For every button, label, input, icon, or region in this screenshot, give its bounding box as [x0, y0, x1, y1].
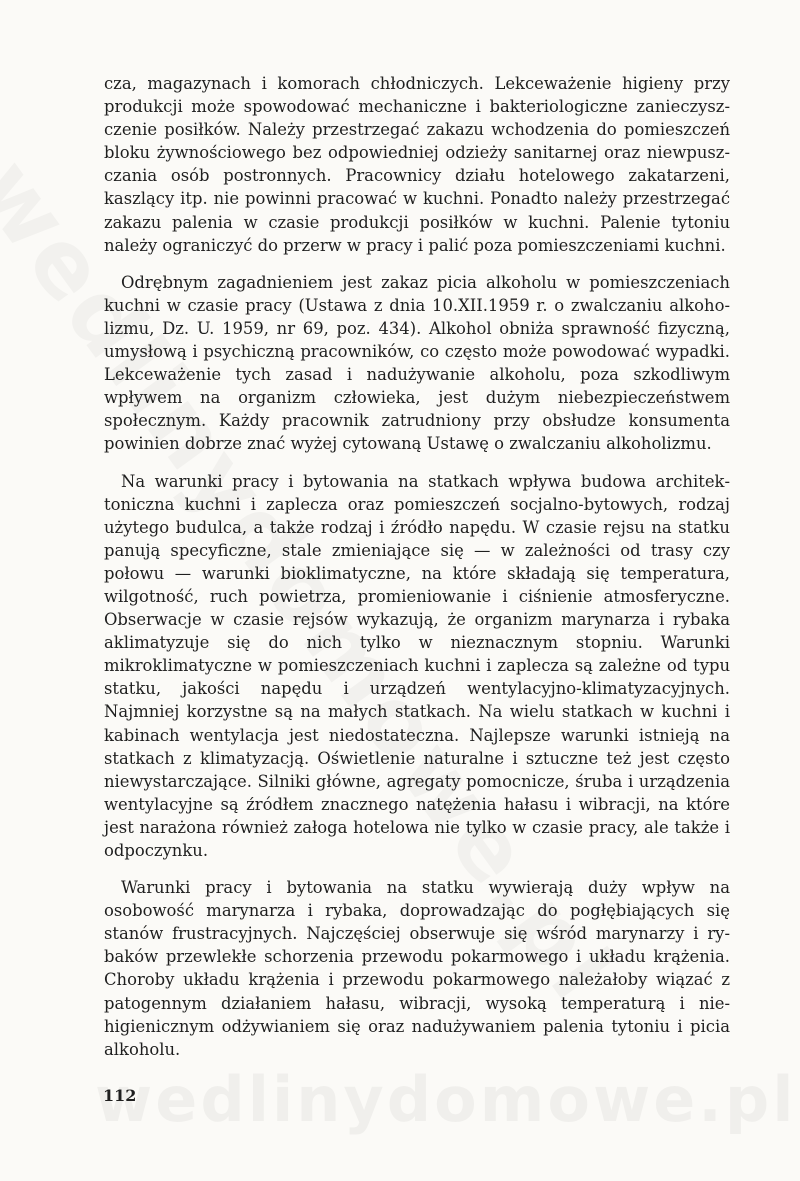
page-number: 112: [103, 1086, 137, 1105]
paragraph-2: Odrębnym zagadnieniem jest zakaz picia alkoholu w pomieszczeniach kuchni w czasie pracy (Ustawa z dnia 10.XII.1959 r. o zwalczaniu alkoholizmu, Dz. U. 1959, nr 69, poz. 434). Alkohol obniża sprawność fizyczną, umysłową i psychiczną pracowników, co często może powodować wypadki. Lekceważenie tych zasad i nadużywanie alkoholu, poza szkodliwym wpływem na organizm człowieka, jest dużym niebezpieczeństwem społecznym. Każdy pracownik zatrudniony przy obsłudze konsumenta powinien dobrze znać wyżej cytowaną Ustawę o zwalczaniu alkoholizmu.: [104, 272, 730, 454]
page-body: [104, 72, 730, 1075]
paragraph-4: Warunki pracy i bytowania na statku wywierają duży wpływ na osobowość marynarza i rybaka, doprowadzając do pogłębiających się stanów frustracyjnych. Najczęściej obserwuje się wśród marynarzy i rybaków przewlekłe schorzenia przewodu pokarmowego i układu krążenia. Choroby układu krążenia i przewodu pokarmowego należałoby wiązać z patogennym działaniem hałasu, wibracji, wysoką temperaturą i niehigienicznym odżywianiem się oraz nadużywaniem palenia tytoniu i picia alkoholu.: [104, 878, 730, 1059]
paragraph-1: cza, magazynach i komorach chłodniczych. Lekceważenie higieny przy produkcji może spowodować mechaniczne i bakteriologiczne zanieczyszczenie posiłków. Należy przestrzegać zakazu wchodzenia do pomieszczeń bloku żywnościowego bez odpowiedniej odzieży sanitarnej oraz niewpuszczania osób postronnych. Pracownicy działu hotelowego zakatarzeni, kaszlący itp. nie powinni pracować w kuchni. Ponadto należy przestrzegać zakazu palenia w czasie produkcji posiłków w kuchni. Palenie tytoniu należy ograniczyć do przerw w pracy i palić poza pomieszczeniami kuchni.: [104, 74, 730, 255]
paragraph-3: Na warunki pracy i bytowania na statkach wpływa budowa architektoniczna kuchni i zaplecza oraz pomieszczeń socjalno-bytowych, rodzaj użytego budulca, a także rodzaj i źródło napędu. W czasie rejsu na statku panują specyficzne, stale zmieniające się — w zależności od trasy czy połowu — warunki bioklimatyczne, na które składają się temperatura, wilgotność, ruch powietrza, promieniowanie i ciśnienie atmosferyczne. Obserwacje w czasie rejsów wykazują, że organizm marynarza i rybaka aklimatyzuje się do nich tylko w nieznacznym stopniu. Warunki mikroklimatyczne w pomieszczeniach kuchni i zaplecza są zależne od typu statku, jakości napędu i urządzeń wentylacyjno-klimatyzacyjnych. Najmniej korzystne są na małych statkach. Na wielu statkach w kuchni i kabinach wentylacja jest niedostateczna. Najlepsze warunki istnieją na statkach z klimatyzacją. Oświetlenie naturalne i sztuczne też jest często niewystarczające. Silniki główne, agregaty pomocnicze, śruba i urządzenia wentylacyjne są źródłem znacznego natężenia hałasu i wibracji, na które jest narażona również załoga hotelowa nie tylko w czasie pracy, ale także i odpoczynku.: [104, 471, 730, 860]
